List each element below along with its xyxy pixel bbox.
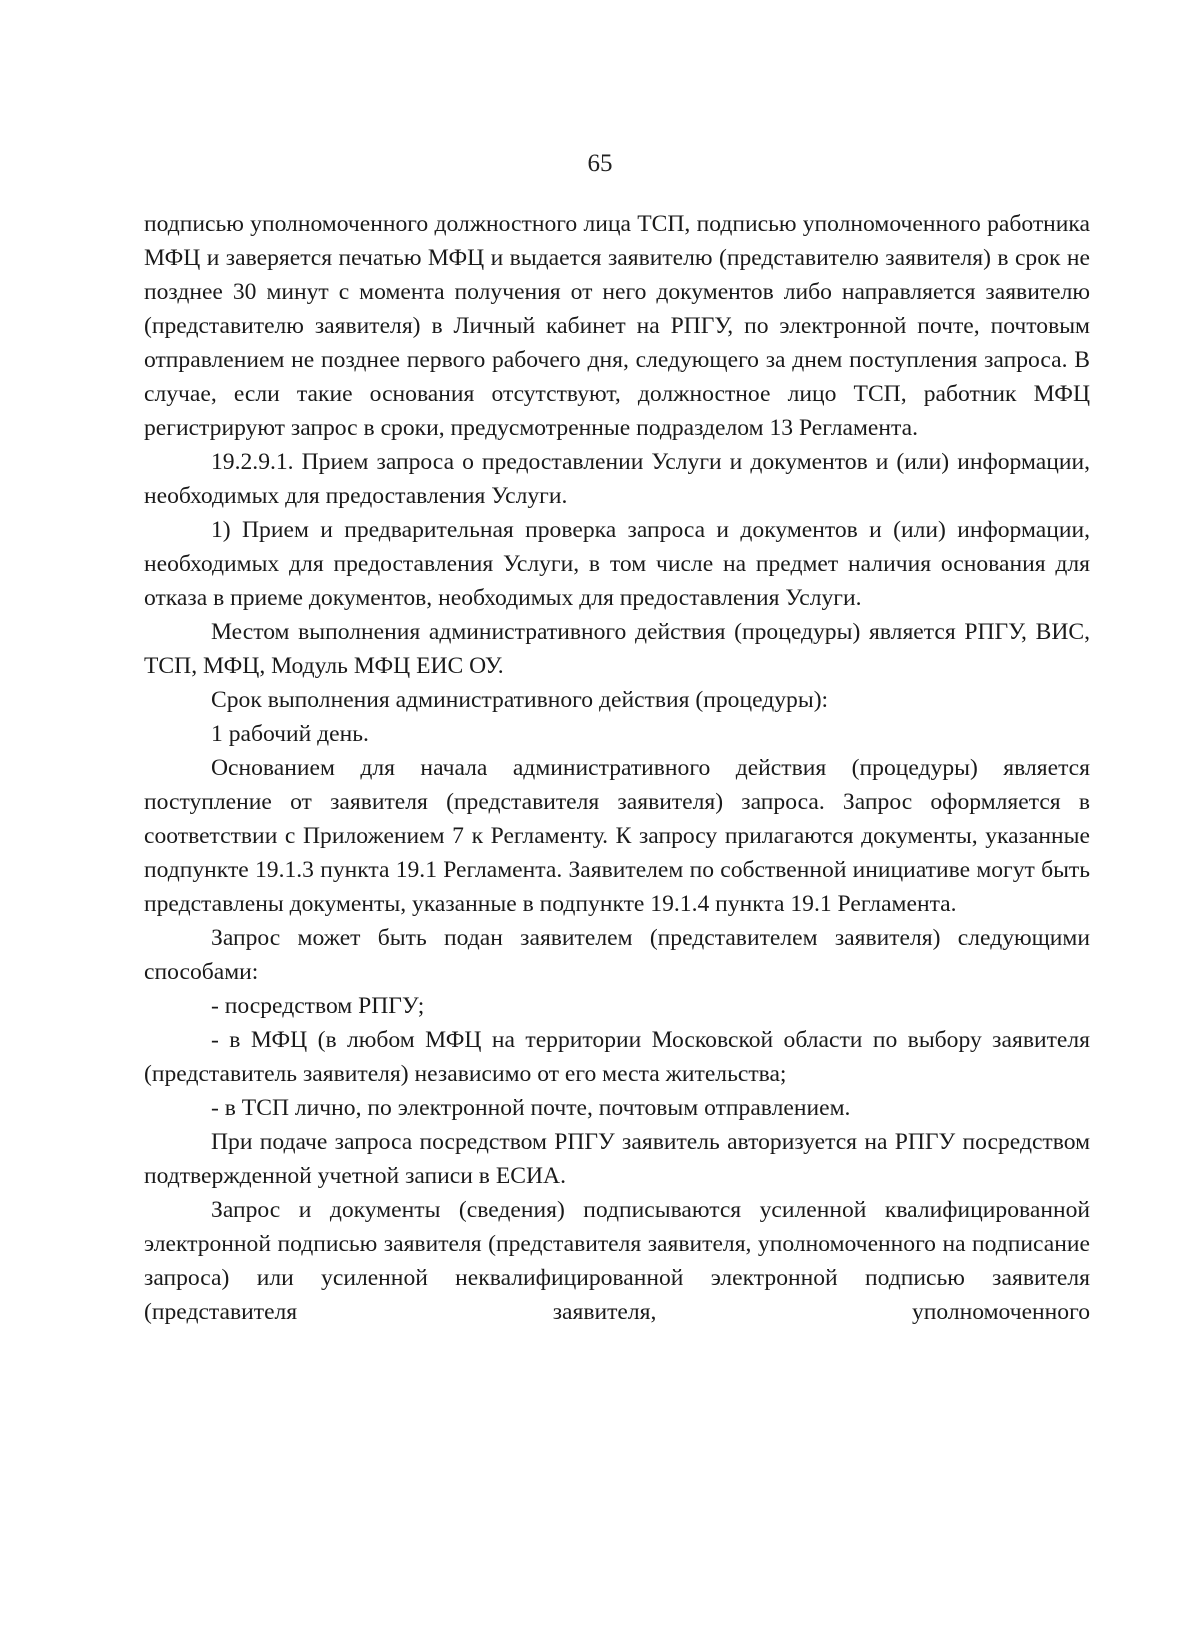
paragraph: 1 рабочий день. [211, 721, 369, 747]
paragraph: При подаче запроса посредством РПГУ заявитель авторизуется на РПГУ посредством подтвержденной учетной записи в ЕСИА. [144, 1129, 1090, 1189]
paragraph: 19.2.9.1. Прием запроса о предоставлении Услуги и документов и (или) информации, необходимых для предоставления Услуги. [144, 449, 1090, 509]
paragraph: Срок выполнения административного действия (процедуры): [211, 687, 829, 713]
list-item: - в МФЦ (в любом МФЦ на территории Московской области по выбору заявителя (представитель заявителя) независимо от его места жительства; [144, 1027, 1090, 1087]
page-number: 65 [587, 150, 613, 177]
paragraph: Запрос может быть подан заявителем (представителем заявителя) следующими способами: [144, 925, 1090, 985]
document-body [144, 207, 1090, 1329]
paragraph: Местом выполнения административного действия (процедуры) является РПГУ, ВИС, ТСП, МФЦ, Модуль МФЦ ЕИС ОУ. [144, 619, 1090, 679]
paragraph: Основанием для начала административного действия (процедуры) является поступление от заявителя (представителя заявителя) запроса. Запрос оформляется в соответствии с Приложением 7 к Регламенту. К запросу прилагаются документы, указанные подпункте 19.1.3 пункта 19.1 Регламента. Заявителем по собственной инициативе могут быть представлены документы, указанные в подпункте 19.1.4 пункта 19.1 Регламента. [144, 755, 1090, 917]
paragraph: 1) Прием и предварительная проверка запроса и документов и (или) информации, необходимых для предоставления Услуги, в том числе на предмет наличия основания для отказа в приеме документов, необходимых для предоставления Услуги. [144, 517, 1090, 611]
paragraph: подписью уполномоченного должностного лица ТСП, подписью уполномоченного работника МФЦ и заверяется печатью МФЦ и выдается заявителю (представителю заявителя) в срок не позднее 30 минут с момента получения от него документов либо направляется заявителю (представителю заявителя) в Личный кабинет на РПГУ, по электронной почте, почтовым отправлением не позднее первого рабочего дня, следующего за днем поступления запроса. В случае, если такие основания отсутствуют, должностное лицо ТСП, работник МФЦ регистрируют запрос в сроки, предусмотренные подразделом 13 Регламента. [144, 211, 1090, 441]
list-item: - посредством РПГУ; [211, 993, 425, 1019]
list-item: - в ТСП лично, по электронной почте, почтовым отправлением. [211, 1095, 851, 1121]
paragraph: Запрос и документы (сведения) подписываются усиленной квалифицированной электронной подписью заявителя (представителя заявителя, уполномоченного на подписание запроса) или усиленной неквалифицированной электронной подписью заявителя (представителя заявителя, уполномоченного [144, 1197, 1090, 1325]
